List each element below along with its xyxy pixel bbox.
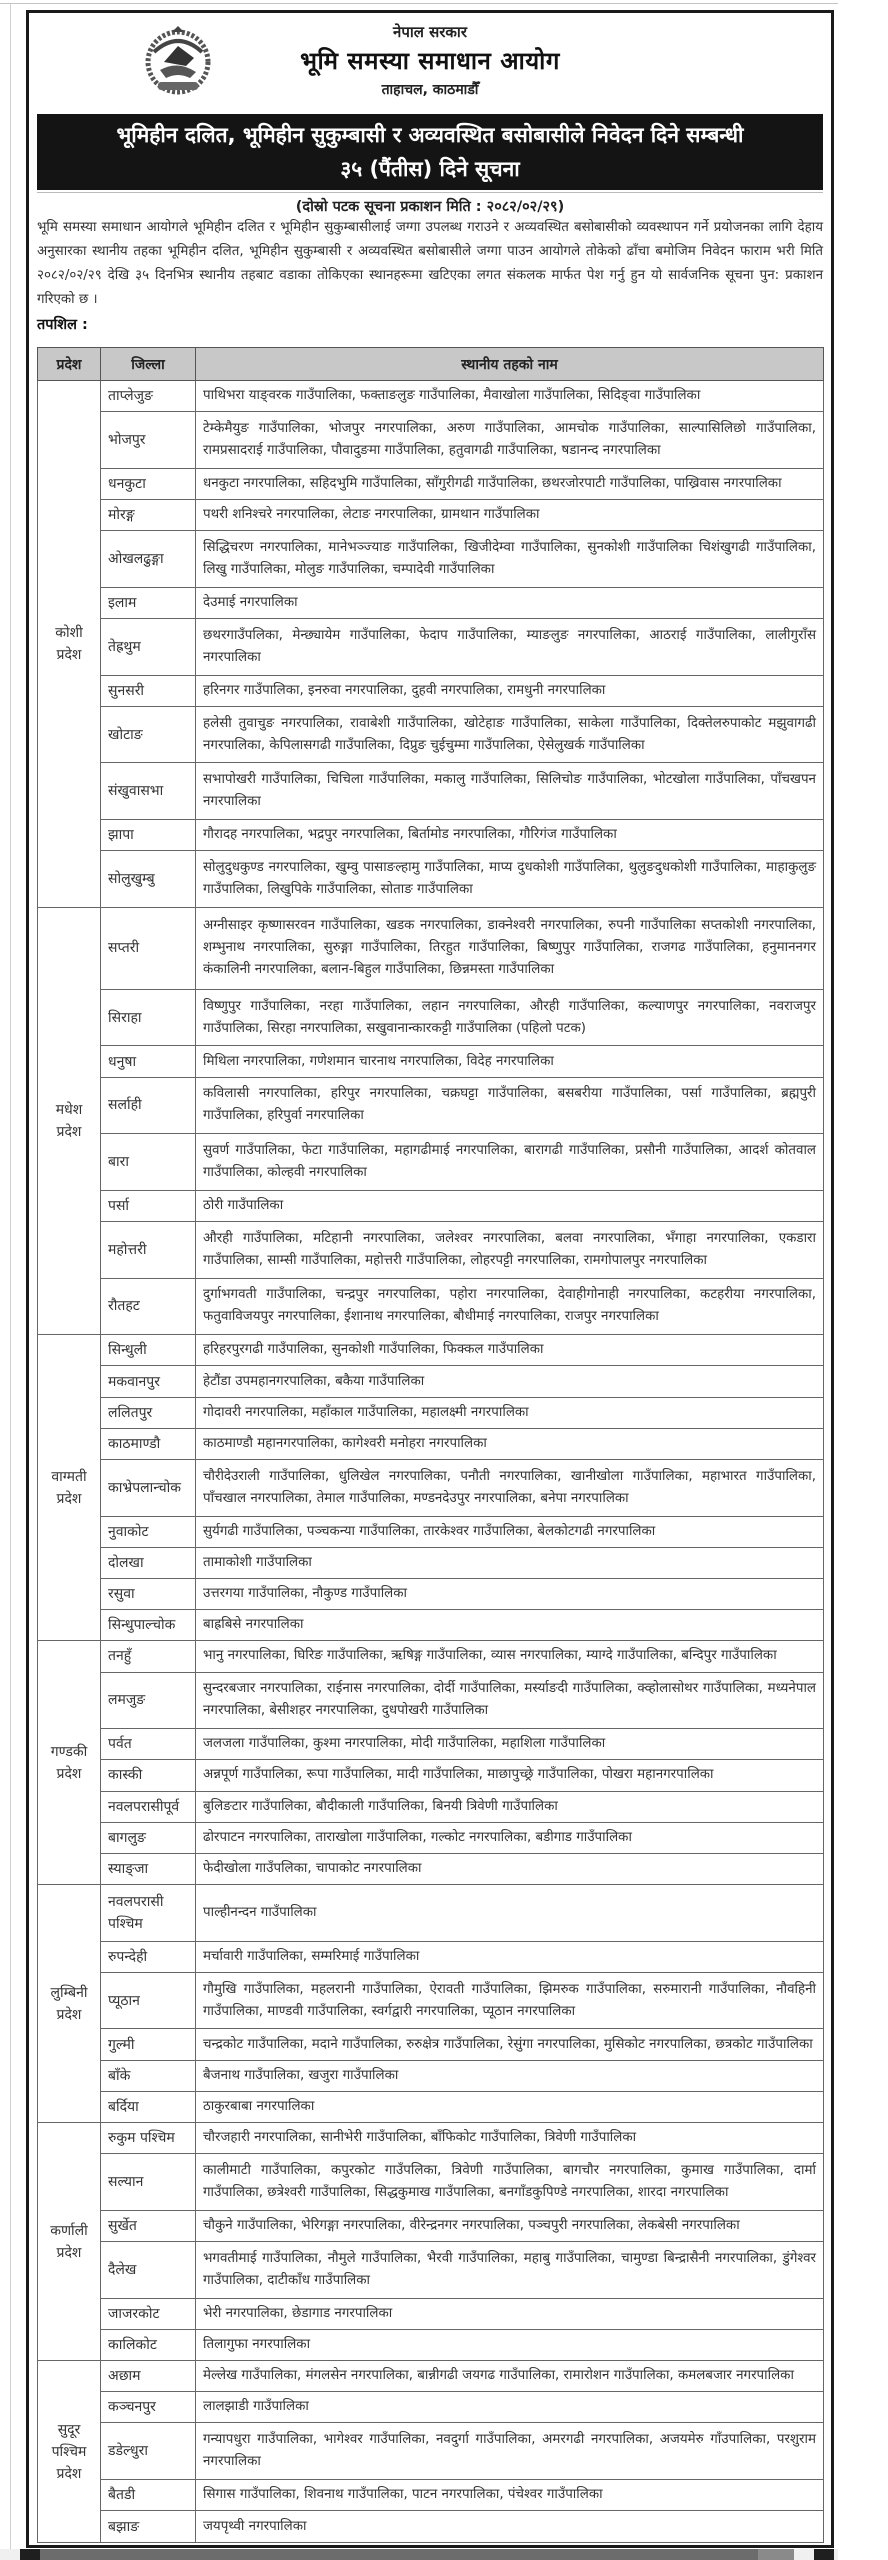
local-levels-cell: सिगास गाउँपालिका, शिवनाथ गाउँपालिका, पाटन नगरपालिका, पंचेश्वर गाउँपालिका — [196, 2480, 824, 2511]
nepal-government-emblem-icon — [136, 22, 220, 98]
header-local-level: स्थानीय तहको नाम — [196, 348, 824, 381]
table-row — [38, 2210, 824, 2241]
table-row — [38, 1610, 824, 1641]
local-levels-cell: सुर्यगढी गाउँपालिका, पञ्चकन्या गाउँपालिका, तारकेश्वर गाउँपालिका, बेलकोटगढी नगरपालिका — [196, 1516, 824, 1547]
district-cell: भोजपुर — [101, 412, 196, 469]
notice-title-line-1: भूमिहीन दलित, भूमिहीन सुकुम्बासी र अव्यवस्थित बसोबासीले निवेदन दिने सम्बन्धी — [116, 123, 744, 147]
scrollbar-thumb[interactable] — [40, 2549, 758, 2560]
province-cell: कोशी प्रदेश — [38, 381, 101, 908]
local-levels-cell: काठमाण्डौ महानगरपालिका, कागेश्वरी मनोहरा नगरपालिका — [196, 1428, 824, 1459]
district-cell: गुल्मी — [101, 2029, 196, 2060]
district-cell: सर्लाही — [101, 1077, 196, 1134]
district-cell: बर्दिया — [101, 2091, 196, 2122]
district-cell: पर्सा — [101, 1190, 196, 1221]
table-row — [38, 1641, 824, 1672]
district-cell: सप्तरी — [101, 907, 196, 989]
table-row — [38, 618, 824, 675]
local-levels-cell: बाह्रबिसे नगरपालिका — [196, 1610, 824, 1641]
table-row — [38, 2423, 824, 2480]
district-cell: धनकुटा — [101, 468, 196, 499]
district-cell: बैतडी — [101, 2480, 196, 2511]
table-row — [38, 907, 824, 989]
district-cell: लमजुङ — [101, 1672, 196, 1729]
table-row — [38, 1853, 824, 1884]
local-levels-cell: पाल्हीनन्दन गाउँपालिका — [196, 1885, 824, 1942]
local-levels-cell: कालीमाटी गाउँपालिका, कपुरकोट गाउँपलिका, त्रिवेणी गाउँपालिका, बागचौर नगरपालिका, कुमाख गाउँपालिका, दार्मा गाउँपालिका, छत्रेश्वरी गाउँपालिका, सिद्धकुमाख गाउँपालिका, बनगाँडकुपिण्डे नगरपालिका, शारदा नगरपालिका — [196, 2154, 824, 2211]
local-levels-cell: ठाकुरबाबा नगरपालिका — [196, 2091, 824, 2122]
table-row — [38, 1972, 824, 2029]
table-row — [38, 1335, 824, 1366]
district-cell: सोलुखुम्बु — [101, 851, 196, 908]
district-cell: इलाम — [101, 587, 196, 618]
local-levels-cell: सोलुदुधकुण्ड नगरपालिका, खुम्वु पासाङल्हामु गाउँपालिका, माप्य दुधकोशी गाउँपालिका, थुलुङदुधकोशी गाउँपालिका, माहाकुलुङ गाउँपालिका, लिखुपिके गाउँपालिका, सोताङ गाउँपालिका — [196, 851, 824, 908]
table-row — [38, 2123, 824, 2154]
table-row — [38, 819, 824, 850]
district-cell: काभ्रेपलान्चोक — [101, 1459, 196, 1516]
local-levels-cell: गौरादह नगरपालिका, भद्रपुर नगरपालिका, बिर्तामोड नगरपालिका, गौरिगंज गाउँपालिका — [196, 819, 824, 850]
local-levels-cell: औरही गाउँपालिका, मटिहानी नगरपालिका, जलेश्वर नगरपालिका, बलवा नगरपालिका, भँगाहा नगरपालिका, एकडारा गाउँपालिका, साम्सी गाउँपालिका, महोत्तरी गाउँपालिका, लोहरपट्टी नगरपालिका, रामगोपालपुर नगरपालिका — [196, 1222, 824, 1279]
table-row — [38, 1397, 824, 1428]
local-levels-cell: सभापोखरी गाउँपालिका, चिचिला गाउँपालिका, मकालु गाउँपालिका, सिलिचोङ गाउँपालिका, भोटखोला गाउँपालिका, पाँचखपन नगरपालिका — [196, 763, 824, 820]
local-levels-cell: हरिहरपुरगढी गाउँपालिका, सुनकोशी गाउँपालिका, फिक्कल गाउँपालिका — [196, 1335, 824, 1366]
scroll-right-button[interactable] — [814, 2549, 834, 2560]
district-cell: सल्यान — [101, 2154, 196, 2211]
local-levels-cell: मिथिला नगरपालिका, गणेशमान चारनाथ नगरपालिका, विदेह नगरपालिका — [196, 1046, 824, 1077]
table-row — [38, 2154, 824, 2211]
local-levels-cell: गोदावरी नगरपालिका, महाँकाल गाउँपालिका, महालक्ष्मी नगरपालिका — [196, 1397, 824, 1428]
scrollbar-track[interactable] — [758, 2549, 794, 2560]
district-cell: दैलेख — [101, 2242, 196, 2299]
district-cell: दोलखा — [101, 1547, 196, 1578]
local-levels-cell: गन्यापधुरा गाउँपालिका, भागेश्वर गाउँपालिका, नवदुर्गा गाउँपालिका, अमरगढी नगरपालिका, अजयमेरु गाँउपालिका, परशुराम नगरपालिका — [196, 2423, 824, 2480]
table-row — [38, 1366, 824, 1397]
local-levels-cell: हरिनगर गाउँपालिका, इनरुवा नगरपालिका, दुहवी नगरपालिका, रामधुनी नगरपालिका — [196, 675, 824, 706]
local-levels-cell: चौकुने गाउँपालिका, भेरिगङ्गा नगरपालिका, वीरेन्द्रनगर नगरपालिका, पञ्चपुरी नगरपालिका, लेकबेसी नगरपालिका — [196, 2210, 824, 2241]
district-cell: सुर्खेत — [101, 2210, 196, 2241]
table-row — [38, 1459, 824, 1516]
district-cell: नुवाकोट — [101, 1516, 196, 1547]
district-cell: धनुषा — [101, 1046, 196, 1077]
table-row — [38, 851, 824, 908]
district-cell: सिन्धुली — [101, 1335, 196, 1366]
local-levels-cell: अन्नपूर्ण गाउँपालिका, रूपा गाउँपालिका, मादी गाउँपालिका, माछापुच्छ्रे गाउँपालिका, पोखरा महानगरपालिका — [196, 1760, 824, 1791]
government-name: नेपाल सरकार — [393, 23, 467, 41]
table-row — [38, 531, 824, 588]
district-cell: तेह्रथुम — [101, 618, 196, 675]
local-levels-cell: ढोरपाटन नगरपालिका, ताराखोला गाउँपालिका, गल्कोट नगरपालिका, बडीगाड गाउँपालिका — [196, 1822, 824, 1853]
page-top-rule — [0, 3, 838, 4]
publication-date: (दोस्रो पटक सूचना प्रकाशन मिति : २०८२/०२/२९) — [295, 199, 565, 215]
local-levels-cell: सुवर्ण गाउँपालिका, फेटा गाउँपालिका, महागढीमाई नगरपालिका, बारागढी गाउँपालिका, प्रसौनी गाउँपालिका, आदर्श कोतवाल गाउँपालिका, कोल्हवी नगरपालिका — [196, 1134, 824, 1191]
table-row — [38, 412, 824, 469]
organization-name: भूमि समस्या समाधान आयोग — [300, 47, 560, 75]
table-row — [38, 587, 824, 618]
district-cell: ताप्लेजुङ — [101, 381, 196, 412]
local-levels-cell: पाथिभरा याङ्वरक गाउँपालिका, फक्ताङलुङ गाउँपालिका, मैवाखोला गाउँपालिका, सिदिङ्वा गाउँपालिका — [196, 381, 824, 412]
district-cell: अछाम — [101, 2361, 196, 2392]
table-row — [38, 989, 824, 1046]
header-province: प्रदेश — [38, 348, 101, 381]
notice-body: भूमि समस्या समाधान आयोगले भूमिहीन दलित र भूमिहीन सुकुम्बासीलाई जग्गा उपलब्ध गराउने र अव्यवस्थित बसोबासीको व्यवस्थापन गर्ने प्रयोजनका लागि देहाय अनुसारका स्थानीय तहका भूमिहीन दलित, भूमिहीन सुकुम्बासी र अव्यवस्थित बसोबासीले जग्गा पाउन आयोगले तोकेको ढाँचा बमोजिम निवेदन फाराम भरी मिति २०८२/०२/२९ देखि ३५ दिनभित्र स्थानीय तहबाट वडाका तोकिएका स्थानहरूमा खटिएका लगत संकलक मार्फत पेश गर्नु हुन यो सार्वजनिक सूचना पुन: प्रकाशन गरिएको छ । — [37, 220, 823, 307]
district-cell: कञ्चनपुर — [101, 2392, 196, 2423]
table-row — [38, 1046, 824, 1077]
district-cell: रौतहट — [101, 1278, 196, 1335]
district-cell: ललितपुर — [101, 1397, 196, 1428]
local-levels-cell: टेम्केमैयुङ गाउँपालिका, भोजपुर नगरपालिका, अरुण गाउँपालिका, आमचोक गाउँपालिका, साल्पासिलिछो गाउँपालिका, रामप्रसादराई गाउँपालिका, पौवादुङमा गाउँपालिका, हतुवागढी गाउँपालिका, षडानन्द नगरपालिका — [196, 412, 824, 469]
table-row — [38, 1278, 824, 1335]
table-row — [38, 2480, 824, 2511]
local-levels-cell: चौरजहारी नगरपालिका, सानीभेरी गाउँपालिका, बाँफिकोट गाउँपालिका, त्रिवेणी गाउँपालिका — [196, 2123, 824, 2154]
scroll-left-button[interactable] — [20, 2549, 40, 2560]
table-row — [38, 1791, 824, 1822]
local-levels-cell: भानु नगरपालिका, घिरिङ गाउँपालिका, ऋषिङ्ग गाउँपालिका, व्यास नगरपालिका, म्याग्दे गाउँपालिका, बन्दिपुर गाउँपालिका — [196, 1641, 824, 1672]
local-levels-cell: सुन्दरबजार नगरपालिका, राईनास नगरपालिका, दोर्दी गाउँपालिका, मर्स्याङदी गाउँपालिका, क्व्होलासोथर गाउँपालिका, मध्यनेपाल नगरपालिका, बेसीशहर नगरपालिका, दुधपोखरी गाउँपालिका — [196, 1672, 824, 1729]
district-cell: नवलपरासीपूर्व — [101, 1791, 196, 1822]
local-levels-cell: तिलागुफा नगरपालिका — [196, 2329, 824, 2360]
district-cell: रुकुम पश्चिम — [101, 2123, 196, 2154]
province-cell: मधेश प्रदेश — [38, 907, 101, 1334]
local-levels-table — [37, 347, 824, 2543]
district-cell: रुपन्देही — [101, 1941, 196, 1972]
local-levels-cell: लालझाडी गाउँपालिका — [196, 2392, 824, 2423]
page-left-rule — [10, 4, 11, 2552]
district-cell: मकवानपुर — [101, 1366, 196, 1397]
district-cell: नवलपरासी पश्चिम — [101, 1885, 196, 1942]
district-cell: सुनसरी — [101, 675, 196, 706]
district-cell: बारा — [101, 1134, 196, 1191]
details-label: तपशिल : — [37, 317, 88, 333]
district-cell: सिराहा — [101, 989, 196, 1046]
local-levels-cell: भेरी नगरपालिका, छेडागाड नगरपालिका — [196, 2298, 824, 2329]
table-row — [38, 1822, 824, 1853]
local-levels-cell: बैजनाथ गाउँपालिका, खजुरा गाउँपालिका — [196, 2060, 824, 2091]
organization-address: ताहाचल, काठमाडौँ — [381, 82, 479, 98]
notice-title — [37, 114, 823, 190]
district-cell: महोत्तरी — [101, 1222, 196, 1279]
province-cell: लुम्बिनी प्रदेश — [38, 1885, 101, 2123]
local-levels-cell: हेटौंडा उपमहानगरपालिका, बकैया गाउँपालिका — [196, 1366, 824, 1397]
header-district: जिल्ला — [101, 348, 196, 381]
district-cell: जाजरकोट — [101, 2298, 196, 2329]
local-levels-cell: तामाकोशी गाउँपालिका — [196, 1547, 824, 1578]
district-cell: स्याङ्जा — [101, 1853, 196, 1884]
district-cell: प्यूठान — [101, 1972, 196, 2029]
local-levels-cell: मेल्लेख गाउँपालिका, मंगलसेन नगरपालिका, बान्नीगढी जयगढ गाउँपालिका, रामारोशन गाउँपालिका, कमलबजार नगरपालिका — [196, 2361, 824, 2392]
local-levels-cell: बुलिङटार गाउँपालिका, बौदीकाली गाउँपालिका, बिनयी त्रिवेणी गाउँपालिका — [196, 1791, 824, 1822]
district-cell: तनहुँ — [101, 1641, 196, 1672]
table-row — [38, 1190, 824, 1221]
table-row — [38, 1578, 824, 1609]
local-levels-cell: विष्णुपुर गाउँपालिका, नरहा गाउँपालिका, लहान नगरपालिका, औरही गाउँपालिका, कल्याणपुर नगरपालिका, नवराजपुर गाउँपालिका, सिरहा नगरपालिका, सखुवानान्कारकट्टी गाउँपालिका (पहिलो पटक) — [196, 989, 824, 1046]
local-levels-cell: अग्नीसाइर कृष्णासरवन गाउँपालिका, खडक नगरपालिका, डाक्नेश्वरी नगरपालिका, रुपनी गाउँपालिका सप्तकोशी नगरपालिका, शम्भुनाथ नगरपालिका, सुरुङ्गा गाउँपालिका, तिरहुत गाउँपालिका, बिष्णुपुर गाउँपालिका, राजगढ गाउँपालिका, हनुमाननगर कंकालिनी नगरपालिका, बलान-बिहुल गाउँपालिका, छिन्नमस्ता गाउँपालिका — [196, 907, 824, 989]
district-cell: संखुवासभा — [101, 763, 196, 820]
title-divider — [37, 192, 823, 193]
table-row — [38, 1222, 824, 1279]
table-row — [38, 1547, 824, 1578]
province-cell: कर्णाली प्रदेश — [38, 2123, 101, 2361]
table-row — [38, 2029, 824, 2060]
district-cell: खोटाङ — [101, 706, 196, 763]
local-levels-cell: धनकुटा नगरपालिका, सहिदभुमि गाउँपालिका, साँगुरीगढी गाउँपालिका, छथरजोरपाटी गाउँपालिका, पाख्रिवास नगरपालिका — [196, 468, 824, 499]
table-body — [38, 381, 824, 2543]
table-row — [38, 706, 824, 763]
table-row — [38, 1941, 824, 1972]
district-cell: बझाङ — [101, 2511, 196, 2543]
table-row — [38, 468, 824, 499]
province-cell: गण्डकी प्रदेश — [38, 1641, 101, 1885]
local-levels-cell: हलेसी तुवाचुङ नगरपालिका, रावाबेशी गाउँपालिका, खोटेहाङ गाउँपालिका, साकेला गाउँपालिका, दिक्तेलरुपाकोट मझुवागढी नगरपालिका, केपिलासगढी गाउँपालिका, दिप्रुङ चुईचुम्मा गाउँपालिका, ऐसेलुखर्क गाउँपालिका — [196, 706, 824, 763]
notice-title-line-2: ३५ (पैंतीस) दिने सूचना — [340, 157, 520, 181]
table-row — [38, 763, 824, 820]
local-levels-cell: चन्द्रकोट गाउँपालिका, मदाने गाउँपालिका, रुरुक्षेत्र गाउँपालिका, रेसुंगा नगरपालिका, मुसिकोट नगरपालिका, छत्रकोट गाउँपालिका — [196, 2029, 824, 2060]
table-row — [38, 2511, 824, 2543]
horizontal-scrollbar[interactable] — [0, 2549, 838, 2560]
table-row — [38, 1516, 824, 1547]
table-row — [38, 1729, 824, 1760]
table-row — [38, 1077, 824, 1134]
table-row — [38, 2298, 824, 2329]
table-row — [38, 1760, 824, 1791]
local-levels-cell: छथरगाउँपलिका, मेन्छ्यायेम गाउँपालिका, फेदाप गाउँपालिका, म्याङलुङ नगरपालिका, आठराई गाउँपालिका, लालीगुराँस नगरपालिका — [196, 618, 824, 675]
local-levels-cell: जयपृथ्वी नगरपालिका — [196, 2511, 824, 2543]
local-levels-cell: कविलासी नगरपालिका, हरिपुर नगरपालिका, चक्रघट्टा गाउँपालिका, बसबरीया गाउँपालिका, पर्सा गाउँपालिका, ब्रह्मपुरी गाउँपालिका, हरिपुर्वा नगरपालिका — [196, 1077, 824, 1134]
table-row — [38, 2361, 824, 2392]
local-levels-cell: देउमाई नगरपालिका — [196, 587, 824, 618]
district-cell: रसुवा — [101, 1578, 196, 1609]
district-cell: बागलुङ — [101, 1822, 196, 1853]
local-levels-cell: पथरी शनिश्चरे नगरपालिका, लेटाङ नगरपालिका, ग्रामथान गाउँपालिका — [196, 499, 824, 530]
table-row — [38, 499, 824, 530]
local-levels-cell: ठोरी गाउँपालिका — [196, 1190, 824, 1221]
district-cell: कालिकोट — [101, 2329, 196, 2360]
table-row — [38, 381, 824, 412]
district-cell: पर्वत — [101, 1729, 196, 1760]
province-cell: सुदूर पश्चिम प्रदेश — [38, 2361, 101, 2543]
local-levels-cell: गौमुखि गाउँपालिका, महलरानी गाउँपालिका, ऐरावती गाउँपालिका, झिमरुक गाउँपालिका, सरुमारानी गाउँपालिका, नौवहिनी गाउँपालिका, माण्डवी गाउँपालिका, स्वर्गद्वारी नगरपालिका, प्यूठान नगरपालिका — [196, 1972, 824, 2029]
district-cell: डडेल्धुरा — [101, 2423, 196, 2480]
district-cell: कास्की — [101, 1760, 196, 1791]
district-cell: ओखलढुङ्गा — [101, 531, 196, 588]
local-levels-cell: मर्चावारी गाउँपालिका, सम्मरिमाई गाउँपालिका — [196, 1941, 824, 1972]
district-cell: झापा — [101, 819, 196, 850]
local-levels-cell: चौरीदेउराली गाउँपालिका, धुलिखेल नगरपालिका, पनौती नगरपालिका, खानीखोला गाउँपालिका, महाभारत गाउँपालिका, पाँचखाल नगरपालिका, तेमाल गाउँपालिका, मण्डनदेउपुर नगरपालिका, बनेपा नगरपालिका — [196, 1459, 824, 1516]
district-cell: काठमाण्डौ — [101, 1428, 196, 1459]
local-levels-cell: फेदीखोला गाउँपलिका, चापाकोट नगरपालिका — [196, 1853, 824, 1884]
table-row — [38, 2392, 824, 2423]
table-row — [38, 675, 824, 706]
local-levels-cell: जलजला गाउँपालिका, कुश्मा नगरपालिका, मोदी गाउँपालिका, महाशिला गाउँपालिका — [196, 1729, 824, 1760]
table-row — [38, 1885, 824, 1942]
table-row — [38, 2091, 824, 2122]
district-cell: सिन्धुपाल्चोक — [101, 1610, 196, 1641]
table-row — [38, 1134, 824, 1191]
table-row — [38, 2329, 824, 2360]
district-cell: बाँके — [101, 2060, 196, 2091]
table-header-row — [38, 348, 824, 381]
table-row — [38, 1428, 824, 1459]
local-levels-cell: दुर्गाभगवती गाउँपालिका, चन्द्रपुर नगरपालिका, पहोरा नगरपालिका, देवाहीगोनाही नगरपालिका, कटहरीया नगरपालिका, फतुवाविजयपुर नगरपालिका, ईशानाथ नगरपालिका, बौधीमाई नगरपालिका, राजपुर नगरपालिका — [196, 1278, 824, 1335]
local-levels-cell: भगवतीमाई गाउँपालिका, नौमुले गाउँपालिका, भैरवी गाउँपालिका, महाबु गाउँपालिका, चामुण्डा बिन्द्रासैनी नगरपालिका, डुंगेश्वर गाउँपालिका, दाटीकाँध गाउँपालिका — [196, 2242, 824, 2299]
table-row — [38, 2242, 824, 2299]
province-cell: वाग्मती प्रदेश — [38, 1335, 101, 1641]
table-row — [38, 2060, 824, 2091]
local-levels-cell: उत्तरगया गाउँपालिका, नौकुण्ड गाउँपालिका — [196, 1578, 824, 1609]
local-levels-cell: सिद्धिचरण नगरपालिका, मानेभञ्ज्याङ गाउँपालिका, खिजीदेम्वा गाउँपालिका, सुनकोशी गाउँपालिका चिशंखुगढी गाउँपालिका, लिखु गाउँपालिका, मोलुङ गाउँपालिका, चम्पादेवी गाउँपालिका — [196, 531, 824, 588]
table-row — [38, 1672, 824, 1729]
district-cell: मोरङ्ग — [101, 499, 196, 530]
